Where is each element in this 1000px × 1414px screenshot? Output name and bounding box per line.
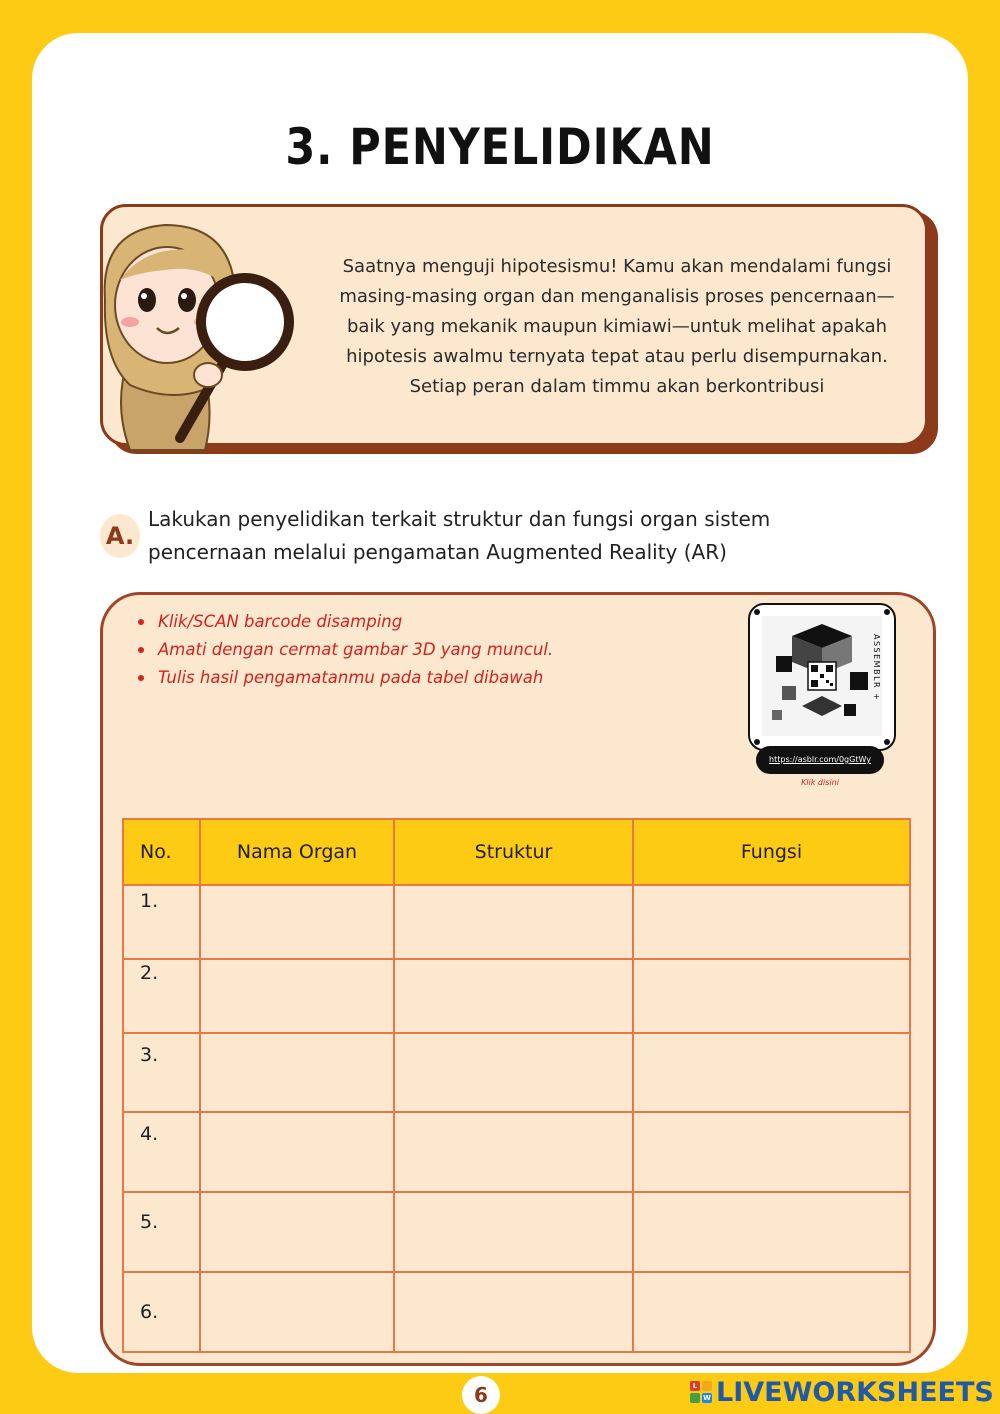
nama-organ-cell[interactable] [200,1192,394,1272]
row-number: 4. [123,1112,200,1192]
instruction-list [136,608,553,692]
logo-letter: L [690,1381,700,1391]
logo-tile [702,1381,712,1391]
fungsi-cell[interactable] [633,1112,910,1192]
liveworksheets-logo-icon [690,1381,712,1403]
struktur-cell[interactable] [394,1272,633,1352]
header-struktur: Struktur [394,819,633,885]
corner-dot [884,609,890,615]
row-number: 2. [123,959,200,1033]
intro-line: baik yang mekanik maupun kimiawi—untuk melihat apakah [346,316,888,337]
header-nama-organ: Nama Organ [200,819,394,885]
table-row [123,1033,910,1112]
intro-text [322,252,912,402]
nama-organ-cell[interactable] [200,1272,394,1352]
qr-brand: ASSEMBLR + [872,634,881,702]
corner-dot [884,739,890,745]
logo-letter: W [703,1394,711,1402]
observation-table [122,818,911,1353]
fungsi-cell[interactable] [633,1272,910,1352]
nama-organ-cell[interactable] [200,1033,394,1112]
nama-organ-cell[interactable] [200,1112,394,1192]
fungsi-cell[interactable] [633,959,910,1033]
intro-line: Saatnya menguji hipotesismu! Kamu akan mendalami fungsi [342,256,892,277]
nama-organ-cell[interactable] [200,885,394,959]
qr-link[interactable]: https://asblr.com/0gGtWy [756,746,884,774]
table-row [123,959,910,1033]
table-row [123,1112,910,1192]
fungsi-cell[interactable] [633,1033,910,1112]
qr-code-image[interactable] [762,616,882,736]
corner-dot [754,609,760,615]
section-a-text [148,503,808,569]
struktur-cell[interactable] [394,1192,633,1272]
table-row [123,1272,910,1352]
liveworksheets-wordmark: LIVEWORKSHEETS [716,1376,994,1408]
instruction-item: Klik/SCAN barcode disamping [136,608,553,636]
intro-line: masing-masing organ dan menganalisis proses pencernaan— [339,286,895,307]
table-header-row [123,819,910,885]
header-fungsi: Fungsi [633,819,910,885]
header-no: No. [123,819,200,885]
page-number: 6 [462,1376,500,1414]
struktur-cell[interactable] [394,1033,633,1112]
logo-tile [690,1393,700,1403]
intro-line: hipotesis awalmu ternyata tepat atau perlu disempurnakan. [346,346,888,367]
fungsi-cell[interactable] [633,885,910,959]
instruction-item: Tulis hasil pengamatanmu pada tabel dibawah [136,664,553,692]
struktur-cell[interactable] [394,885,633,959]
instruction-item: Amati dengan cermat gambar 3D yang muncul. [136,636,553,664]
section-a-badge: A. [100,514,140,558]
table-row [123,885,910,959]
section-a-line: pencernaan melalui pengamatan Augmented Reality (AR) [148,540,727,564]
struktur-cell[interactable] [394,1112,633,1192]
struktur-cell[interactable] [394,959,633,1033]
page-title: 3. PENYELIDIKAN [285,118,715,176]
section-a-line: Lakukan penyelidikan terkait struktur dan fungsi organ sistem [148,507,771,531]
row-number: 1. [123,885,200,959]
table-row [123,1192,910,1272]
intro-line: Setiap peran dalam timmu akan berkontribusi [409,376,825,397]
row-number: 3. [123,1033,200,1112]
liveworksheets-logo [690,1376,994,1408]
corner-dot [754,739,760,745]
qr-caption[interactable]: Klik disini [801,778,839,787]
row-number: 6. [123,1272,200,1352]
row-number: 5. [123,1192,200,1272]
nama-organ-cell[interactable] [200,959,394,1033]
girl-magnifier-illustration [85,210,325,460]
fungsi-cell[interactable] [633,1192,910,1272]
